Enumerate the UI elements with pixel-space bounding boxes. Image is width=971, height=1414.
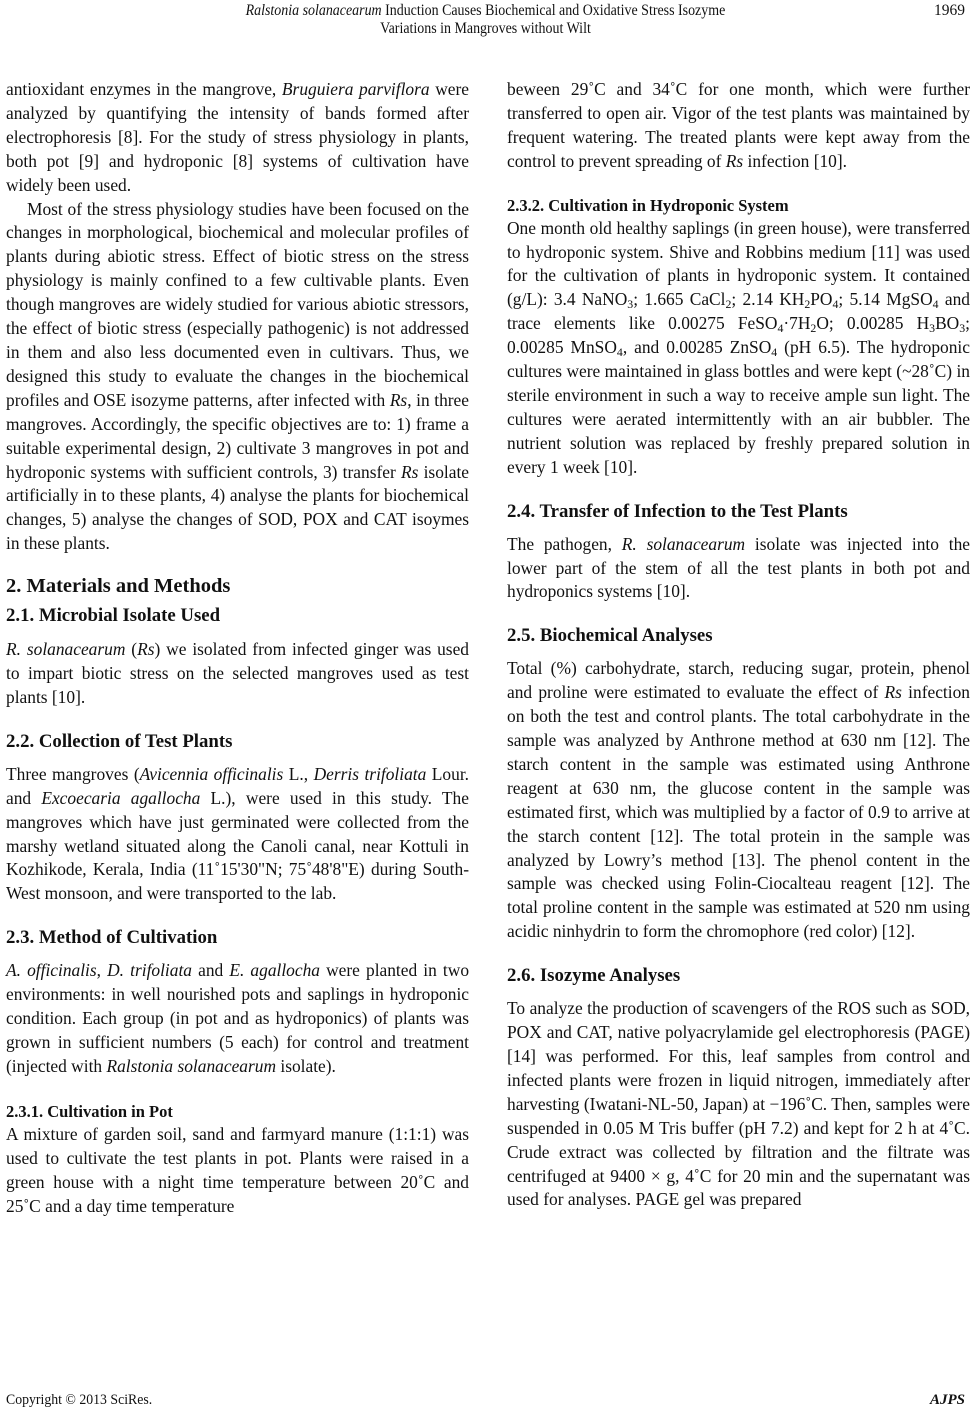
- paragraph: [507, 997, 970, 1212]
- section-heading: 2.2. Collection of Test Plants: [6, 730, 233, 752]
- text-run: and trace elements like 0.00275 FeSO: [507, 289, 970, 334]
- text-run: To analyze the production of scavengers of the ROS such as SOD, POX and CAT, native polyacrylamide gel electrophoresis (PAGE) [14] was performed. For this, leaf samples from control and infected plants were frozen in liquid nitrogen, immediately after harvesting (Iwatani-NL-50, Japan) at −196˚C. Then, samples were suspended in 0.05 M Tris buffer (pH 7.2) and kept for 2 h at 4˚C. Crude extract was collected by filtration and the filtrate was centrifuged at 9400 × g, 4˚C for 20 min and the supernatant was used for analyses. PAGE gel was prepared: [507, 998, 970, 1210]
- section-heading: 2.6. Isozyme Analyses: [507, 965, 681, 987]
- running-head-italic: Ralstonia solanacearum: [245, 2, 382, 19]
- subscript: 4: [777, 321, 784, 336]
- page-number: 1969: [934, 2, 965, 19]
- text-run: Total (%) carbohydrate, starch, reducing sugar, protein, phenol and proline were estimated to evaluate the effect of: [507, 658, 970, 703]
- text-run: The pathogen,: [507, 533, 622, 554]
- italic-text: R. solanacearum: [6, 639, 126, 660]
- italic-text: Derris trifoliata: [313, 763, 427, 784]
- text-run: were analyzed by quantifying the intensity of bands formed after electrophoresis [8]. For the study of stress physiology in plants, both pot [9] and hydroponic [8] systems of cultivation have widely been used.: [6, 79, 469, 195]
- italic-text: D. trifoliata: [107, 960, 192, 981]
- italic-text: Rs: [389, 389, 408, 410]
- paragraph: [507, 217, 970, 480]
- paragraph: [6, 763, 469, 906]
- running-head-rest: Induction Causes Biochemical and Oxidative Stress Isozyme: [381, 2, 726, 19]
- text-run: L.,: [283, 763, 314, 784]
- paragraph: [6, 198, 469, 557]
- paragraph: [6, 78, 469, 198]
- text-run: Lour. and: [6, 763, 469, 808]
- text-run: infection [10].: [743, 150, 848, 171]
- text-run: ·7H: [783, 313, 811, 334]
- subscript: 3: [929, 321, 936, 336]
- text-run: L.), were used in this study. The mangroves which have just germinated were collected from the marshy wetland situated along the Canoli canal, near Kottuli in Kozhikode, Kerala, India (11˚15'30"N; 75˚48'8"E) during South-West monsoon, and were transported to the lab.: [6, 787, 469, 904]
- italic-text: Excoecaria agallocha: [41, 787, 201, 808]
- italic-text: Rs: [137, 639, 155, 660]
- text-run: (: [125, 639, 138, 660]
- section-heading: 2.3.1. Cultivation in Pot: [6, 1101, 173, 1121]
- italic-text: Bruguiera parviflora: [281, 79, 430, 99]
- text-run: ; 1.665 CaCl: [633, 289, 726, 310]
- right-column: [507, 78, 970, 1212]
- text-run: O; 0.00285 H: [816, 313, 930, 334]
- subscript: 4: [832, 297, 839, 312]
- italic-text: Rs: [725, 150, 744, 171]
- text-run: (pH 6.5). The hydroponic cultures were maintained in glass bottles and were kept (~28˚C) in sterile environment in such a way to receive ample sun light. The cultures were aerated intermittently with an air bubbler. The nutrient solution was replaced by freshly prepared solution in every 1 week [10].: [507, 337, 970, 477]
- running-head-line-1: [49, 2, 923, 20]
- text-run: PO: [810, 289, 833, 310]
- text-run: antioxidant enzymes in the mangrove,: [6, 79, 282, 99]
- paragraph: [6, 1123, 469, 1219]
- subscript: 2: [810, 321, 817, 336]
- paragraph: [6, 959, 469, 1079]
- section-heading: 2.5. Biochemical Analyses: [507, 625, 713, 647]
- text-run: infection on both the test and control plants. The total carbohydrate in the sample was analyzed by Anthrone method at 630 nm [12]. The starch content in the sample was estimated using Anthrone reagent at 630 nm, the glucose content in the sample was estimated first, which was multiplied by a factor of 0.9 to arrive at the starch content [12]. The total protein in the sample was analyzed by Lowry’s method [13]. The phenol content in the sample was checked using Folin-Ciocalteau reagent [12]. The total proline content in the sample was estimated at 520 nm using acidic ninhydrin to form the chromophore (red color) [12].: [507, 682, 970, 942]
- subscript: 4: [771, 345, 778, 360]
- footer-copyright: Copyright © 2013 SciRes.: [6, 1392, 153, 1408]
- footer-journal: AJPS: [929, 1392, 965, 1408]
- text-run: isolate).: [276, 1055, 336, 1076]
- text-run: A mixture of garden soil, sand and farmyard manure (1:1:1) was used to cultivate the test plants in pot. Plants were raised in a green house with a night time temperature between 20˚C and 25˚C and a day time temperature: [6, 1123, 469, 1216]
- paragraph: [507, 78, 970, 174]
- subscript: 3: [959, 321, 966, 336]
- italic-text: E. agallocha: [229, 960, 320, 981]
- text-run: , and 0.00285 ZnSO: [622, 337, 772, 358]
- text-run: One month old healthy saplings (in green house), were transferred to hydroponic system. Shive and Robbins medium [11] was used for the cultivation of plants in hydroponic system. It contained (g/L): 3.4 NaNO: [507, 217, 970, 310]
- running-head: [49, 2, 923, 38]
- text-run: , in three mangroves. Accordingly, the specific objectives are to: 1) frame a suitable experimental design, 2) cultivate 3 mangroves in pot and hydroponic systems with sufficient controls, 3) transfer: [6, 389, 469, 482]
- text-run: Most of the stress physiology studies have been focused on the changes in morphological, biochemical and molecular profiles of plants during abiotic stress. Effect of biotic stress on the stress physiology is mainly confined to a few cultivable plants. Even though mangroves are widely studied for various abiotic stressors, the effect of biotic stress (especially pathogenic) is not addressed in them and also less documented even in cultivars. Thus, we designed this study to evaluate the changes in the biochemical profiles and OSE isozyme patterns, after infected with: [6, 198, 469, 410]
- italic-text: Rs: [400, 461, 419, 482]
- text-run: beween 29˚C and 34˚C for one month, which were further transferred to open air. Vigor of the test plants was maintained by frequent watering. The treated plants were kept away from the control to prevent spreading of: [507, 79, 970, 171]
- text-run: were planted in two environments: in well nourished pots and saplings in hydroponic condition. Each group (in pot and as hydroponics) of plants was grown in sufficient numbers (5 each) for control and treatment (injected with: [6, 960, 470, 1076]
- text-run: BO: [935, 313, 960, 334]
- paragraph: [6, 638, 469, 710]
- italic-text: A. officinalis: [6, 960, 97, 981]
- section-heading: 2. Materials and Methods: [6, 575, 231, 598]
- section-heading: 2.3. Method of Cultivation: [6, 927, 218, 949]
- italic-text: Avicennia officinalis: [139, 763, 284, 784]
- section-heading: 2.3.2. Cultivation in Hydroponic System: [507, 195, 789, 215]
- subscript: 3: [627, 297, 634, 312]
- italic-text: R. solanacearum: [621, 533, 746, 554]
- subscript: 4: [932, 297, 939, 312]
- section-heading: 2.1. Microbial Isolate Used: [6, 605, 221, 627]
- subscript: 4: [616, 345, 623, 360]
- text-run: Three mangroves (: [6, 763, 140, 784]
- subscript: 2: [725, 297, 732, 312]
- text-run: ; 5.14 MgSO: [838, 289, 933, 310]
- italic-text: Ralstonia solanacearum: [106, 1055, 277, 1076]
- italic-text: Rs: [884, 682, 902, 703]
- text-run: ; 2.14 KH: [731, 289, 805, 310]
- text-run: ) we isolated from infected ginger was used to impart biotic stress on the selected mangroves used as test plants [10].: [6, 639, 469, 707]
- text-run: and: [192, 960, 230, 981]
- text-run: ; 0.00285 MnSO: [507, 313, 970, 358]
- section-heading: 2.4. Transfer of Infection to the Test Plants: [507, 500, 848, 522]
- subscript: 2: [804, 297, 811, 312]
- text-run: isolate was injected into the lower part of the stem of all the test plants in both pot and hydroponics systems [10].: [507, 533, 970, 602]
- left-column: [6, 78, 469, 1218]
- paragraph: [507, 657, 970, 944]
- text-run: ,: [96, 960, 108, 981]
- running-head-line-2: Variations in Mangroves without Wilt: [380, 20, 591, 37]
- text-run: isolate artificially in to these plants, 4) analyse the plants for biochemical changes, 5) analyse the changes of SOD, POX and CAT isoymes in these plants.: [6, 461, 469, 554]
- paragraph: [507, 533, 970, 605]
